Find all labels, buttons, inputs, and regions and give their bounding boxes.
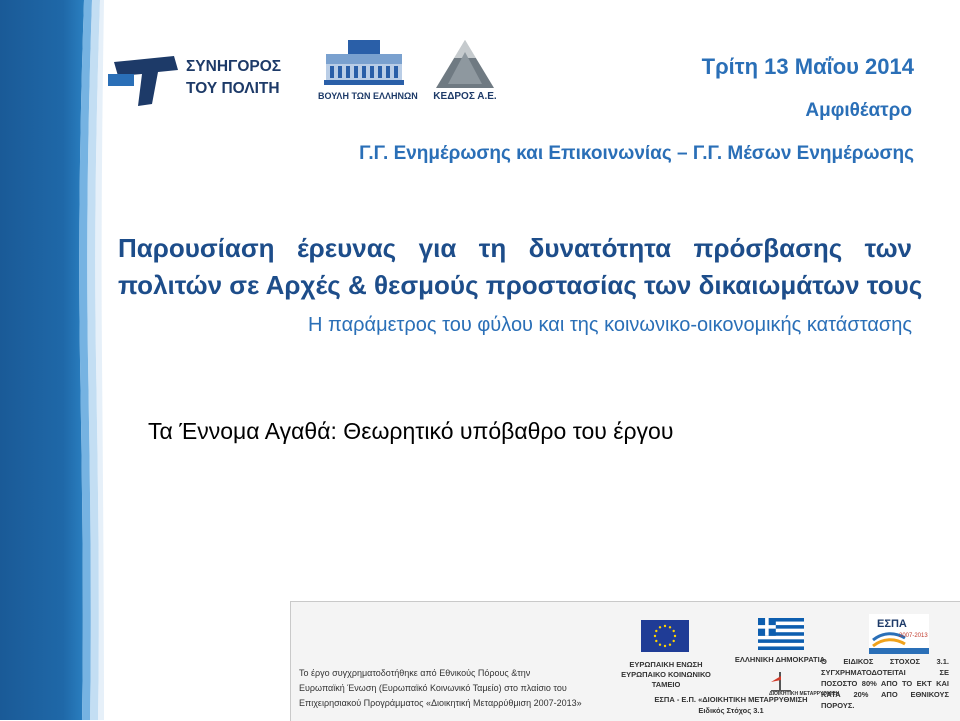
funding-line: Ευρωπαϊκή Ένωση (Ευρωπαϊκό Κοινωνικό Ταμείο) στο πλαίσιο του <box>299 683 567 693</box>
event-date: Τρίτη 13 Μαΐου 2014 <box>701 54 914 79</box>
parliament-caption: ΒΟΥΛΗ ΤΩΝ ΕΛΛΗΝΩΝ <box>318 91 418 101</box>
espa-logo-name: ΕΣΠΑ <box>877 618 907 630</box>
title-line-2: πολιτών σε Αρχές & θεσμούς προστασίας των δικαιωμάτων τους <box>118 270 923 300</box>
eu-flag-icon <box>641 620 689 652</box>
kedros-caption: ΚΕΔΡΟΣ Α.Ε. <box>433 91 497 102</box>
eu-caption-line: ΤΑΜΕΙΟ <box>651 680 681 689</box>
espa-caption-line: ΕΣΠΑ - Ε.Π. «ΔΙΟΙΚΗΤΙΚΗ ΜΕΤΑΡΡΥΘΜΙΣΗ <box>654 695 808 704</box>
ombudsman-logo <box>108 48 288 112</box>
espa-logo-icon <box>869 614 929 654</box>
target-line: ΠΟΣΟΣΤΟ 80% ΑΠΟ ΤΟ ΕΚΤ ΚΑΙ <box>821 679 949 688</box>
title-line-1: Παρουσίαση έρευνας για τη δυνατότητα πρόσβασης των <box>118 233 912 263</box>
greek-republic-caption: ΕΛΛΗΝΙΚΗ ΔΗΜΟΚΡΑΤΙΑ <box>734 655 826 664</box>
funding-line: Το έργο συγχρηματοδοτήθηκε από Εθνικούς Πόρους &την <box>299 668 531 678</box>
kedros-triangle-icon <box>432 38 498 90</box>
presentation-title <box>118 230 923 304</box>
ombudsman-line2: ΤΟΥ ΠΟΛΙΤΗ <box>186 80 280 97</box>
espa-caption-line: Ειδικός Στόχος 3.1 <box>698 706 764 715</box>
ombudsman-line1: ΣΥΝΗΓΟΡΟΣ <box>186 58 282 75</box>
parliament-building-icon <box>318 36 410 90</box>
funding-statement <box>299 666 644 711</box>
greek-flag-icon <box>758 618 804 650</box>
administrative-reform-caption: ΔΙΟΙΚΗΤΙΚΗ ΜΕΤΑΡΡΥΘΜΙΣΗ <box>769 691 840 697</box>
event-venue: Αμφιθέατρο <box>805 100 912 121</box>
funding-line: Επιχειρησιακού Προγράμματος «Διοικητική Μεταρρύθμιση 2007-2013» <box>299 698 582 708</box>
target-line: ΣΥΓΧΡΗΜΑΤΟΔΟΤΕΙΤΑΙ ΣΕ <box>821 668 949 677</box>
section-heading: Τα Έννομα Αγαθά: Θεωρητικό υπόβαθρο του έργου <box>148 418 674 444</box>
ombudsman-emblem-icon <box>108 48 184 112</box>
eu-caption-line: ΕΥΡΩΠΑΙΚΟ ΚΟΙΝΩΝΙΚΟ <box>621 670 711 679</box>
target-line: ΚΑΤΑ 20% ΑΠΟ ΕΘΝΙΚΟΥΣ <box>821 690 949 699</box>
eu-logo <box>621 620 711 690</box>
parliament-logo <box>318 36 418 114</box>
presentation-subtitle: Η παράμετρος του φύλου και της κοινωνικο-οικονομικής κατάστασης <box>308 314 912 336</box>
event-organizers: Γ.Γ. Ενημέρωσης και Επικοινωνίας – Γ.Γ. Μέσων Ενημέρωσης <box>359 143 914 164</box>
cofinancing-target-text <box>821 656 949 711</box>
target-line: ΠΟΡΟΥΣ. <box>821 701 855 710</box>
kedros-logo <box>432 38 498 106</box>
left-decorative-band <box>0 0 104 720</box>
target-line: Ο ΕΙΔΙΚΟΣ ΣΤΟΧΟΣ 3.1. <box>821 657 949 666</box>
eu-caption-line: ΕΥΡΩΠΑΙΚΗ ΕΝΩΣΗ <box>629 660 703 669</box>
espa-caption <box>626 694 836 716</box>
espa-logo-years: 2007-2013 <box>899 633 928 639</box>
funding-banner <box>290 601 960 721</box>
